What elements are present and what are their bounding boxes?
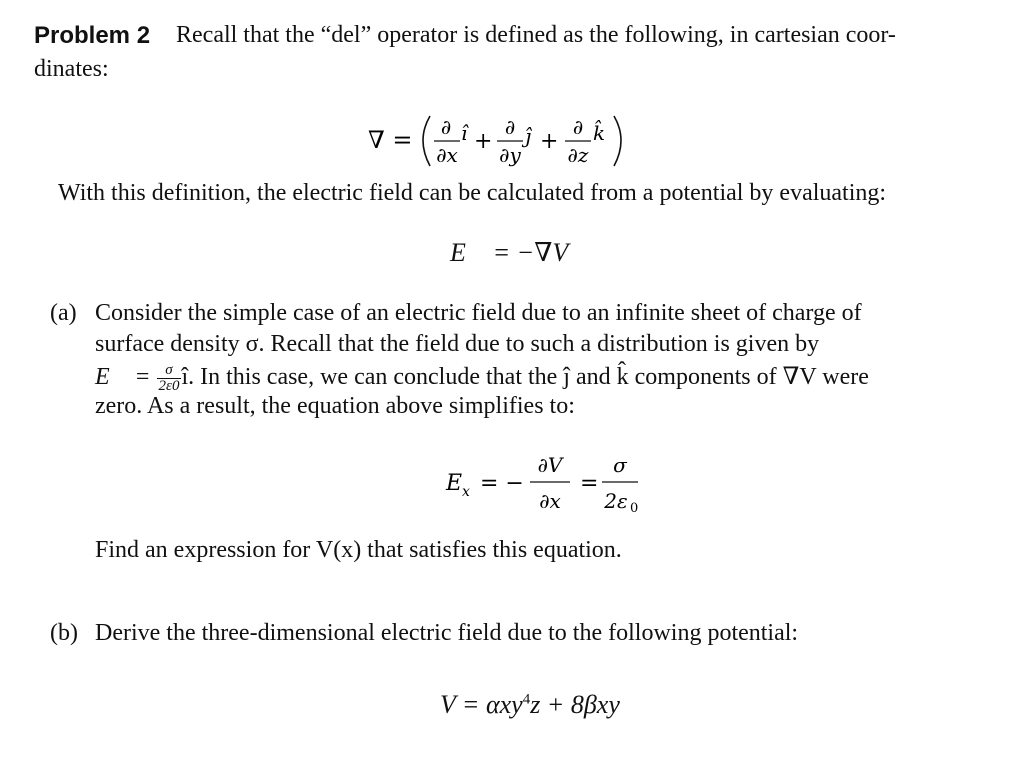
efield-equation [450,238,568,268]
ex-eq: = − [480,471,524,496]
del-den-y: ∂y [499,143,521,167]
problem-heading: Problem 2 [34,22,151,49]
efield-equation-text: E⃗ = −∇V [450,238,569,267]
potential-main: V = αxy [440,690,523,719]
del-operator-equation [368,110,668,170]
ex-num: ∂V [537,453,563,477]
sheet-fraction-num: σ [157,363,182,379]
ex-eq-2: = [580,471,599,496]
left-paren [423,116,430,166]
sheet-field-fraction [157,363,182,394]
plus-1: + [474,129,493,154]
del-lhs: ∇ = [368,126,413,154]
find-expression-line: Find an expression for V(x) that satisfies this equation. [95,537,622,563]
part-b-line: Derive the three-dimensional electric field due to the following potential: [95,620,799,646]
del-partial-x: ∂ [440,115,452,139]
unit-j: ĵ [525,124,532,148]
with-definition-line: With this definition, the electric field can be calculated from a potential by evaluating: [58,180,887,206]
plus-2: + [540,129,559,154]
right-paren [614,116,621,166]
potential-tail: z + 8βxy [530,690,620,719]
del-partial-z: ∂ [572,115,584,139]
part-a-line-3-rest: î. In this case, we can conclude that the ĵ and k̂ components of ∇V were [181,364,869,390]
ex-eps-sub: 0 [630,501,639,516]
ex-den: ∂x [539,489,561,513]
del-partial-y: ∂ [504,115,516,139]
part-a-label: (a) [50,300,77,326]
ex-sub: x [462,484,470,500]
part-a-line-3 [95,362,869,394]
ex-equation [440,448,650,518]
part-a-line-1: Consider the simple case of an electric field due to an infinite sheet of charge of [95,300,862,326]
potential-exponent: 4 [522,691,531,708]
unit-k: k̂ [593,121,606,145]
unit-i: î [461,121,468,145]
ex-sigma: σ [613,453,627,477]
del-den-z: ∂z [567,143,589,167]
intro-line-1: Recall that the “del” operator is defined as the following, in cartesian coor- [176,22,896,48]
del-den-x: ∂x [436,143,458,167]
part-a-line-2: surface density σ. Recall that the field due to such a distribution is given by [95,331,820,357]
part-a-efield-prefix: E⃗ = [95,364,157,390]
part-b-label: (b) [50,620,78,646]
ex-two-eps: 2ε [604,489,628,513]
potential-equation [440,690,620,720]
part-a-line-4: zero. As a result, the equation above simplifies to: [95,393,575,419]
intro-line-2: dinates: [34,56,109,82]
sheet-fraction-den: 2ε0 [158,377,180,394]
ex-lhs: E [446,471,463,496]
